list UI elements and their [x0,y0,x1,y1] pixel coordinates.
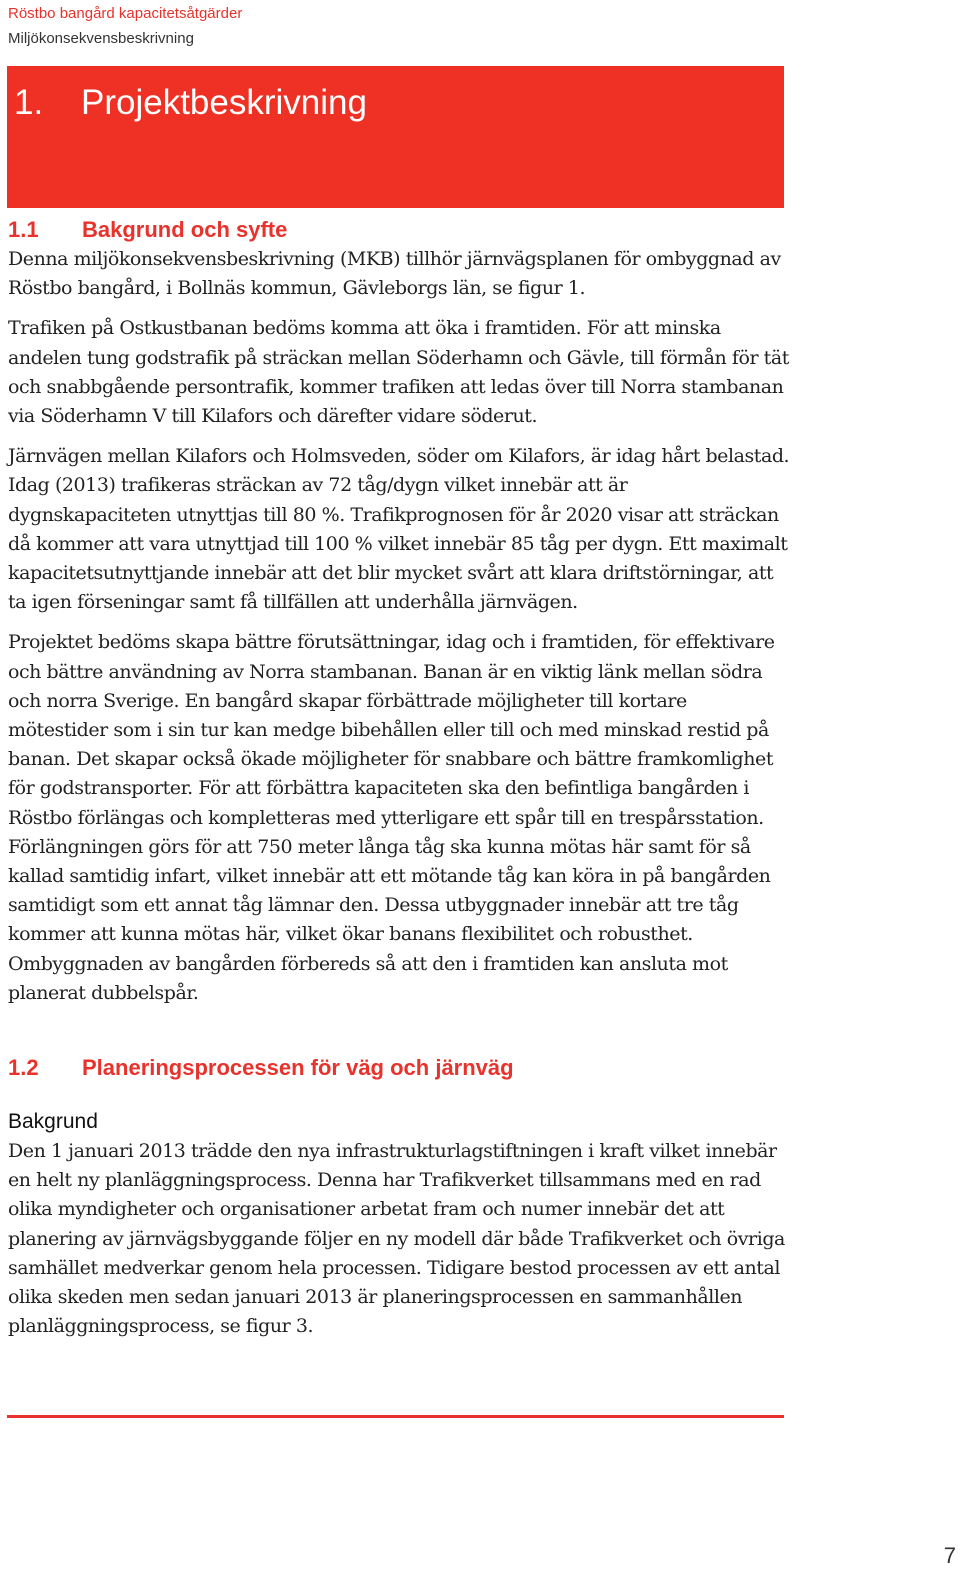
chapter-number: 1. [14,83,44,122]
chapter-title: Projektbeskrivning [81,83,367,122]
paragraph: Projektet bedöms skapa bättre förutsättningar, idag och i framtiden, för effektivare och bättre användning av Norra stambanan. Banan är en viktig länk mellan södra och norra Sverige. En bangård skapar förbättrade möjligheter till kortare mötestider som i sin tur kan medge bibehållen eller till och med minskad restid på banan. Det skapar också ökade möjligheter för snabbare och bättre framkomlighet för godstransporter. För att förbättra kapaciteten ska den befintliga bangården i Röstbo förlängas och kompletteras med ytterligare ett spår till en trespårsstation. Förlängningen görs för att 750 meter långa tåg ska kunna mötas här samt för så kallad samtidig infart, vilket innebär att ett mötande tåg kan köra in på bangården samtidigt som ett annat tåg lämnar den. Dessa utbyggnader innebär att tre tåg kommer att kunna mötas här, vilket ökar banans flexibilitet och robusthet. Ombyggnaden av bangården förbereds så att den i framtiden kan ansluta mot planerat dubbelspår. [8,631,775,1004]
section-number: 1.2 [8,1055,39,1080]
paragraph: Denna miljökonsekvensbeskrivning (MKB) tillhör järnvägsplanen för ombyggnad av Röstbo bangård, i Bollnäs kommun, Gävleborgs län, se figur 1. [8,248,781,300]
paragraph: Trafiken på Ostkustbanan bedöms komma att öka i framtiden. För att minska andelen tung godstrafik på sträckan mellan Söderhamn och Gävle, till förmån för tät och snabbgående persontrafik, kommer trafiken att ledas över till Norra stambanan via Söderhamn V till Kilafors och därefter vidare söderut. [8,317,789,428]
section-number: 1.1 [8,217,39,242]
paragraph: Järnvägen mellan Kilafors och Holmsveden, söder om Kilafors, är idag hårt belastad. Idag (2013) trafikeras sträckan av 72 tåg/dygn vilket innebär att är dygnskapaciteten utnyttjas till 80 %. Trafikprognosen för år 2020 visar att sträckan då kommer att vara utnyttjad till 100 % vilket innebär 85 tåg per dygn. Ett maximalt kapacitetsutnyttjande innebär att det blir mycket svårt att klara driftstörningar, att ta igen förseningar samt få tillfällen att underhålla järnvägen. [8,445,790,614]
chapter-banner [7,66,784,208]
document-subtitle: Miljökonsekvensbeskrivning [8,30,194,47]
document-title: Röstbo bangård kapacitetsåtgärder [8,5,243,22]
running-header [8,1,242,51]
subheading-bakgrund: Bakgrund [8,1110,98,1133]
section-1-1-body [8,245,792,1019]
section-title: Bakgrund och syfte [82,217,288,242]
footer-rule [7,1415,784,1418]
section-1-2-body [8,1137,792,1352]
section-title: Planeringsprocessen för väg och järnväg [82,1055,514,1080]
page-number: 7 [943,1543,956,1568]
paragraph: Den 1 januari 2013 trädde den nya infrastrukturlagstiftningen i kraft vilket innebär en helt ny planläggningsprocess. Denna har Trafikverket tillsammans med en rad olika myndigheter och organisationer arbetat fram och numer innebär det att planering av järnvägsbyggande följer en ny modell där både Trafikverket och övriga samhället medverkar genom hela processen. Tidigare bestod processen av ett antal olika skeden men sedan januari 2013 är planeringsprocessen en sammanhållen planläggningsprocess, se figur 3. [8,1140,785,1338]
